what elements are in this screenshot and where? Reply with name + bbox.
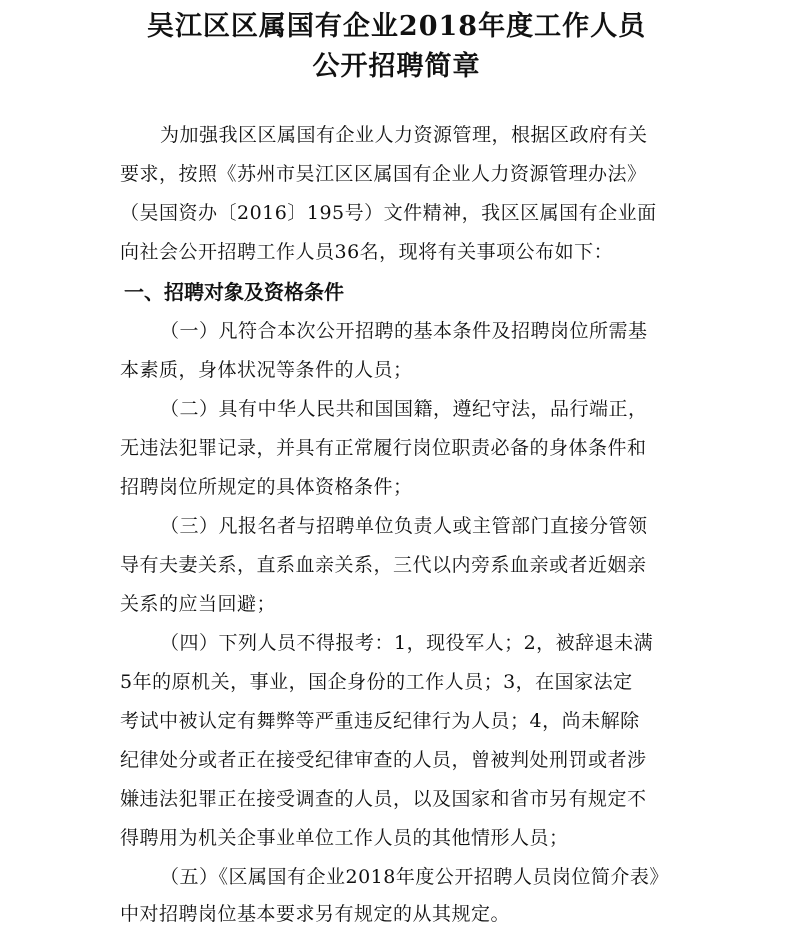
paragraph-line: （五）《区属国有企业2018年度公开招聘人员岗位简介表》 xyxy=(160,866,669,888)
paragraph-line: 得聘用为机关企事业单位工作人员的其他情形人员； xyxy=(120,827,569,849)
paragraph-line: 导有夫妻关系，直系血亲关系，三代以内旁系血亲或者近姻亲 xyxy=(120,554,647,576)
paragraph-line: 5年的原机关，事业，国企身份的工作人员；3，在国家法定 xyxy=(120,671,633,693)
document-title-line-1: 吴江区区属国有企业2018年度工作人员 xyxy=(146,11,647,42)
paragraph-line: （一）凡符合本次公开招聘的基本条件及招聘岗位所需基 xyxy=(160,320,648,342)
paragraph-line: 考试中被认定有舞弊等严重违反纪律行为人员；4，尚未解除 xyxy=(120,710,640,732)
section-heading: 一、招聘对象及资格条件 xyxy=(124,280,344,304)
paragraph-line: 本素质，身体状况等条件的人员； xyxy=(120,359,413,381)
paragraph-line: 无违法犯罪记录，并具有正常履行岗位职责必备的身体条件和 xyxy=(120,437,647,459)
paragraph-line: 关系的应当回避； xyxy=(120,593,277,615)
paragraph-line: 中对招聘岗位基本要求另有规定的从其规定。 xyxy=(120,903,511,925)
paragraph-line: 招聘岗位所规定的具体资格条件； xyxy=(120,476,413,498)
document-title-line-2: 公开招聘简章 xyxy=(312,51,481,82)
paragraph-line: 嫌违法犯罪正在接受调查的人员，以及国家和省市另有规定不 xyxy=(120,788,647,810)
intro-line: （吴国资办〔2016〕195号）文件精神，我区区属国有企业面 xyxy=(120,202,657,224)
intro-line: 要求，按照《苏州市吴江区区属国有企业人力资源管理办法》 xyxy=(120,163,647,185)
paragraph-line: （二）具有中华人民共和国国籍，遵纪守法，品行端正， xyxy=(160,398,648,420)
intro-line: 向社会公开招聘工作人员36名，现将有关事项公布如下： xyxy=(120,241,614,263)
paragraph-line: 纪律处分或者正在接受纪律审查的人员，曾被判处刑罚或者涉 xyxy=(120,749,647,771)
intro-line: 为加强我区区属国有企业人力资源管理，根据区政府有关 xyxy=(160,124,648,146)
paragraph-line: （四）下列人员不得报考：1，现役军人；2，被辞退未满 xyxy=(160,632,654,654)
paragraph-line: （三）凡报名者与招聘单位负责人或主管部门直接分管领 xyxy=(160,515,648,537)
